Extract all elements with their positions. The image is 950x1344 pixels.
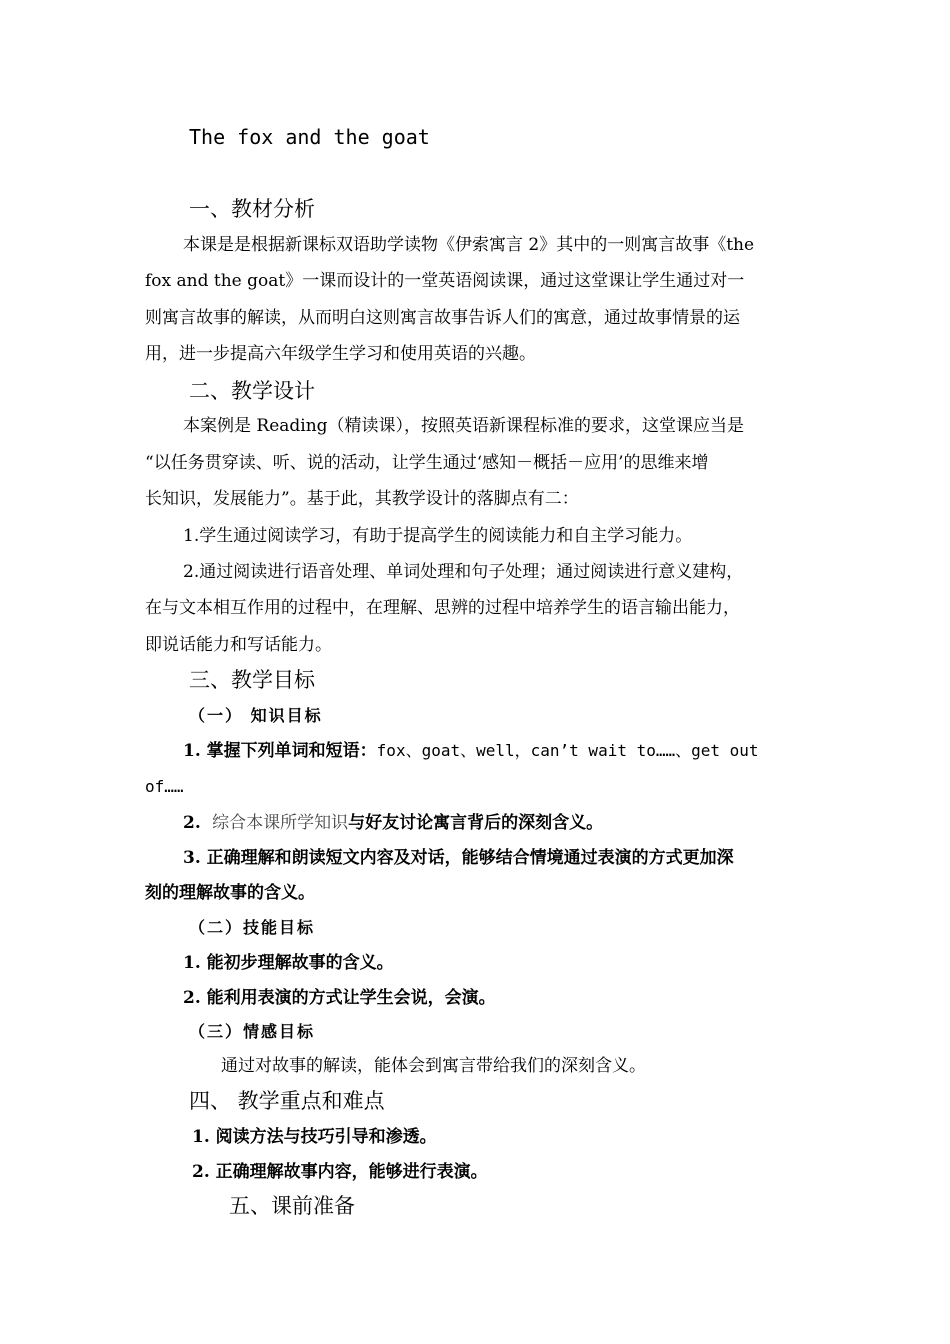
objective-text: 与好友讨论寓言背后的深刻含义。 bbox=[348, 813, 604, 833]
subsection-title-skills: （二）技能目标 bbox=[189, 918, 316, 937]
paragraph-line: “以任务贯穿读、听、说的活动，让学生通过‘感知－概括－应用’的思维来增 bbox=[145, 453, 709, 473]
skill-item: 1. 能初步理解故事的含义。 bbox=[183, 953, 394, 973]
objective-item bbox=[183, 743, 759, 760]
subsection-title-knowledge: （一） 知识目标 bbox=[189, 706, 323, 725]
list-item: 2.通过阅读进行语音处理、单词处理和句子处理；通过阅读进行意义建构， bbox=[183, 562, 744, 582]
paragraph-line: 本课是是根据新课标双语助学读物《伊索寓言 2》其中的一则寓言故事《the bbox=[183, 235, 755, 255]
paragraph-line: 本案例是 Reading（精读课），按照英语新课程标准的要求，这堂课应当是 bbox=[183, 416, 745, 436]
paragraph-line: fox and the goat》一课而设计的一堂英语阅读课，通过这堂课让学生通过对一 bbox=[145, 271, 745, 291]
paragraph-line: 长知识，发展能力”。基于此，其教学设计的落脚点有二： bbox=[145, 489, 579, 509]
section-heading-objectives: 三、教学目标 bbox=[189, 668, 315, 692]
key-point-item: 2. 正确理解故事内容，能够进行表演。 bbox=[192, 1162, 488, 1182]
objective-number: 2. bbox=[183, 813, 201, 833]
vocabulary-list-continued: of…… bbox=[145, 777, 184, 796]
objective-item: 3. 正确理解和朗读短文内容及对话，能够结合情境通过表演的方式更加深 bbox=[183, 848, 734, 868]
key-point-item: 1. 阅读方法与技巧引导和渗透。 bbox=[192, 1127, 437, 1147]
list-item: 1.学生通过阅读学习，有助于提高学生的阅读能力和自主学习能力。 bbox=[183, 526, 693, 546]
skill-item: 2. 能利用表演的方式让学生会说，会演。 bbox=[183, 988, 496, 1008]
objective-item bbox=[183, 815, 603, 832]
paragraph-line: 用，进一步提高六年级学生学习和使用英语的兴趣。 bbox=[145, 344, 536, 364]
paragraph-line: 即说话能力和写话能力。 bbox=[145, 635, 332, 655]
paragraph-line: 则寓言故事的解读，从而明白这则寓言故事告诉人们的寓意，通过故事情景的运 bbox=[145, 308, 740, 328]
objective-item-label: 1. 掌握下列单词和短语： bbox=[183, 741, 377, 761]
document-title: The fox and the goat bbox=[189, 125, 430, 149]
emotion-text: 通过对故事的解读，能体会到寓言带给我们的深刻含义。 bbox=[221, 1056, 646, 1076]
paragraph-line: 在与文本相互作用的过程中，在理解、思辨的过程中培养学生的语言输出能力， bbox=[145, 598, 740, 618]
section-heading-key-points: 四、 教学重点和难点 bbox=[189, 1089, 385, 1113]
section-heading-analysis: 一、教材分析 bbox=[189, 197, 315, 221]
section-heading-preparation: 五、课前准备 bbox=[229, 1194, 355, 1218]
section-heading-design: 二、教学设计 bbox=[189, 379, 315, 403]
objective-highlight-text: 综合本课所学知识 bbox=[212, 813, 349, 833]
subsection-title-emotion: （三）情感目标 bbox=[189, 1022, 316, 1041]
objective-item-continued: 刻的理解故事的含义。 bbox=[145, 883, 315, 903]
vocabulary-list: fox、goat、well，can’t wait to……、get out bbox=[376, 741, 759, 760]
